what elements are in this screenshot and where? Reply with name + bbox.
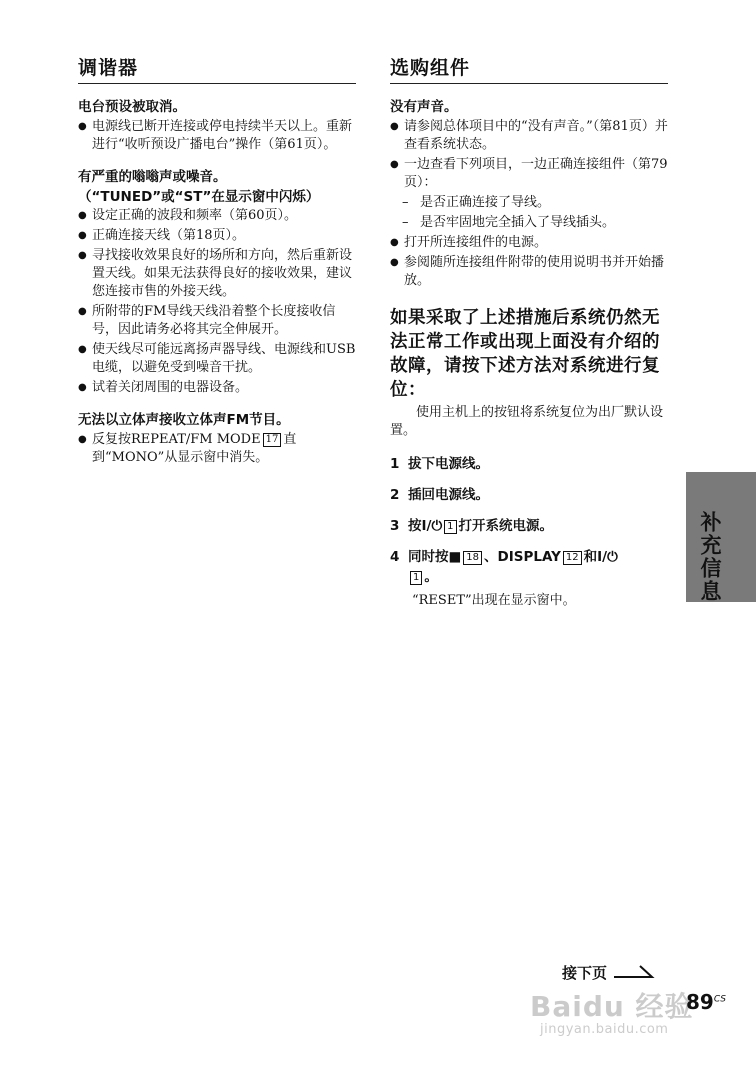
problem-heading: 有严重的嗡嗡声或噪音。: [78, 169, 227, 185]
right-column: [390, 56, 668, 610]
solution-list: [78, 431, 356, 467]
list-item: ● 请参阅总体项目中的“没有声音。”（第81页）并查看系统状态。: [390, 118, 668, 154]
dash-list: [390, 194, 668, 232]
key-number-box: 1: [410, 571, 422, 585]
solution-list: [390, 234, 668, 290]
reset-heading: 如果采取了上述措施后系统仍然无法正常工作或出现上面没有介绍的故障，请按下述方法对系统进行复位：: [390, 308, 660, 400]
list-item: ● 寻找接收效果良好的场所和方向，然后重新设置天线。如果无法获得良好的接收效果，建议您连接市售的外接天线。: [78, 247, 356, 301]
list-item: ● 一边查看下列项目，一边正确连接组件（第79页）：: [390, 156, 668, 192]
key-number-box: 17: [263, 433, 282, 447]
key-number-box: 1: [444, 520, 456, 534]
list-item: ● 电源线已断开连接或停电持续半天以上。重新进行“收听预设广播电台”操作（第61页）。: [78, 118, 356, 154]
page-number: $89^{CS}$: [686, 990, 727, 1014]
reset-step: 2 插回电源线。: [390, 487, 489, 503]
language-code: CS: [713, 994, 727, 1005]
problem-heading: 电台预设被取消。: [78, 99, 186, 115]
reset-intro: 使用主机上的按钮将系统复位为出厂默认设置。: [390, 405, 664, 438]
list-item: ● 反复按REPEAT/FM MODE 17 直到“MONO”从显示窗中消失。: [78, 431, 356, 467]
watermark-url: jingyan.baidu.com: [540, 1022, 669, 1037]
section-title-optional-components: 选购组件: [390, 56, 668, 84]
list-item: ● 参阅随所连接组件附带的使用说明书并开始播放。: [390, 254, 668, 290]
key-number-box: 18: [463, 551, 482, 565]
list-item: ● 试着关闭周围的电器设备。: [78, 379, 356, 397]
reset-step: 1 拔下电源线。: [390, 456, 489, 472]
side-tab-label: 补充信息: [698, 511, 722, 603]
problem-subheading: （“TUNED”或“ST”在显示窗中闪烁）: [78, 189, 320, 205]
reset-step: 4 同时按■ 18 、DISPLAY 12 和I/⏻ 1 。: [390, 549, 618, 585]
reset-note: “RESET”出现在显示窗中。: [412, 593, 576, 608]
list-item: ● 设定正确的波段和频率（第60页）。: [78, 207, 356, 225]
problem-heading: 没有声音。: [390, 99, 458, 115]
section-title-tuner: 调谐器: [78, 56, 356, 84]
solution-list: [78, 118, 356, 154]
list-item: ● 正确连接天线（第18页）。: [78, 227, 356, 245]
continue-arrow-icon: [612, 963, 658, 981]
watermark-logo: Baidu 经验: [530, 990, 694, 1023]
reset-step: 3 按I/⏻ 1 打开系统电源。: [390, 518, 554, 534]
list-item: ● 所附带的FM导线天线沿着整个长度接收信号，因此请务必将其完全伸展开。: [78, 303, 356, 339]
continued-label: 接下页: [562, 962, 658, 983]
dash-item: – 是否牢固地完全插入了导线插头。: [390, 214, 668, 232]
list-item: ● 使天线尽可能远离扬声器导线、电源线和USB电缆，以避免受到噪音干扰。: [78, 341, 356, 377]
solution-list: [78, 207, 356, 397]
list-item: ● 打开所连接组件的电源。: [390, 234, 668, 252]
solution-list: [390, 118, 668, 192]
dash-item: – 是否正确连接了导线。: [390, 194, 668, 212]
key-number-box: 12: [563, 551, 582, 565]
problem-heading: 无法以立体声接收立体声FM节目。: [78, 412, 290, 428]
left-column: [78, 56, 356, 481]
